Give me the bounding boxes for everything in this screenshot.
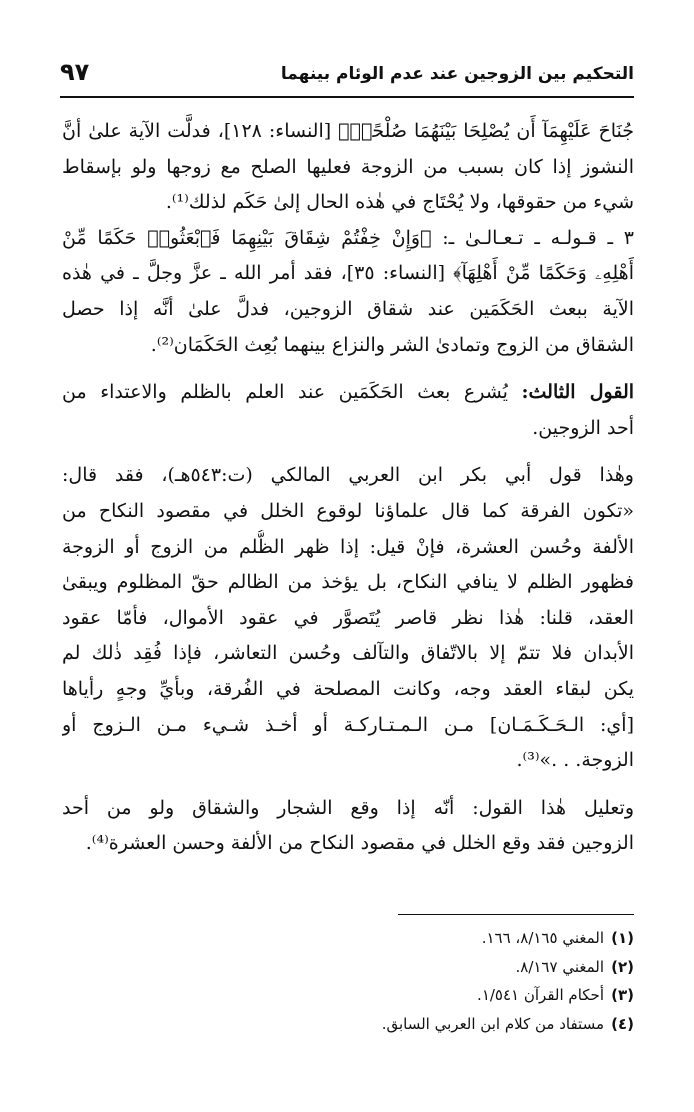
running-header — [60, 58, 634, 94]
header-divider — [60, 96, 634, 98]
text-line: أحد الزوجين. — [532, 416, 634, 439]
text-line: النشوز إذا كان بسبب من الزوجة فعليها الصلح مع زوجها ولو بإسقاط — [62, 155, 634, 178]
text-line: وتعليل هٰذا القول: أنّه إذا وقع الشجار والشقاق ولو من أحد — [62, 796, 634, 819]
quote-line: فظهور الظلم لا ينافي النكاح، بل يؤخذ من الظالم حقّ المظلوم ويبقىٰ — [62, 571, 634, 594]
text-line: الزوجين فقد وقع الخلل في مقصود النكاح من الألفة وحسن العشرة⁽⁴⁾. — [85, 832, 634, 855]
footnote-text: أحكام القرآن ١/٥٤١. — [477, 986, 604, 1004]
quote-line: العقد، قلنا: هٰذا نظر قاصر يُتَصوَّر في عقود الأموال، فأمّا عقود — [62, 606, 634, 629]
third-opinion-line — [62, 375, 634, 411]
quote-line: الأبدان فلا تتمّ إلا بالاتّفاق والتآلف وحُسن التعاشر، فإذا فُقِد ذٰلك لم — [62, 642, 634, 665]
footnote-text: المغني ٨/١٦٥، ١٦٦. — [481, 929, 604, 947]
text-line: شيء من حقوقها، ولا يُحْتَاج في هٰذه الحال إلىٰ حَكَم لذلك⁽¹⁾. — [165, 191, 634, 214]
footnotes — [62, 924, 634, 1038]
footnote — [62, 924, 634, 953]
text-line: أَهْلِهِۦ وَحَكَمًا مِّنْ أَهْلِهَآ﴾ [النساء: ٣٥]، فقد أمر الله ـ عزَّ وجلَّ ـ في هٰذه — [62, 262, 634, 285]
text-line: الشقاق من الزوج وتمادىٰ الشر والنزاع بينهما بُعِث الحَكَمَان⁽²⁾. — [150, 333, 634, 356]
footnote-text: مستفاد من كلام ابن العربي السابق. — [381, 1014, 604, 1033]
quote-line: [أي: الـحَـكَـمَـان] مـن الـمـتـاركـة أو أخـذ شـيء مـن الـزوج أو — [62, 713, 634, 736]
third-opinion-label: القول الثالث: — [521, 381, 634, 404]
footnote — [62, 1010, 634, 1039]
footnote-number: (١) — [611, 929, 634, 947]
page-number: ٩٧ — [60, 58, 90, 86]
third-opinion-text: يُشرع بعث الحَكَمَين عند العلم بالظلم والاعتداء من — [62, 381, 522, 404]
quote-line: يكن لبقاء العقد وجه، وكانت المصلحة في الفُرقة، وبأيِّ وجهٍ رأياها — [62, 677, 634, 700]
footnote-divider — [398, 914, 634, 915]
quote-line: «تكون الفرقة كما قال علماؤنا لوقوع الخلل في مقصود النكاح من — [62, 499, 634, 522]
footnote-text: المغني ٨/١٦٧. — [515, 957, 604, 976]
footnote-number: (٣) — [611, 986, 634, 1004]
text-line: جُنَاحَ عَلَيْهِمَآ أَن يُصْلِحَا بَيْنَهُمَا صُلْحًاۚ﴾ [النساء: ١٢٨]، فدلَّت الآية علىٰ أنَّ — [62, 120, 634, 142]
main-text — [62, 114, 634, 862]
quote-line: الزوجة. . .»⁽³⁾. — [516, 749, 634, 772]
footnote — [62, 953, 634, 982]
footnote-number: (٢) — [611, 957, 634, 976]
text-line: ٣ ـ قـولـه ـ تـعـالـىٰ ـ: ﴿وَإِنْ خِفْتُمْ شِقَاقَ بَيْنِهِمَا فَٱبْعَثُوا۟ حَكَمًا مِّنْ — [62, 226, 634, 249]
footnote-number: (٤) — [611, 1014, 634, 1033]
footnote — [62, 981, 634, 1010]
text-line: وهٰذا قول أبي بكر ابن العربي المالكي (ت:٥٤٣هـ)، فقد قال: — [62, 464, 634, 487]
running-title: التحكيم بين الزوجين عند عدم الوئام بينهما — [280, 64, 634, 84]
quote-line: الألفة وحُسن العشرة، فإنْ قيل: إذا ظهر الظُّلم من الزوج أو الزوجة — [62, 535, 634, 558]
text-line: الآية ببعث الحَكَمَين عند شقاق الزوجين، فدلَّ علىٰ أنَّه إذا حصل — [62, 297, 634, 320]
